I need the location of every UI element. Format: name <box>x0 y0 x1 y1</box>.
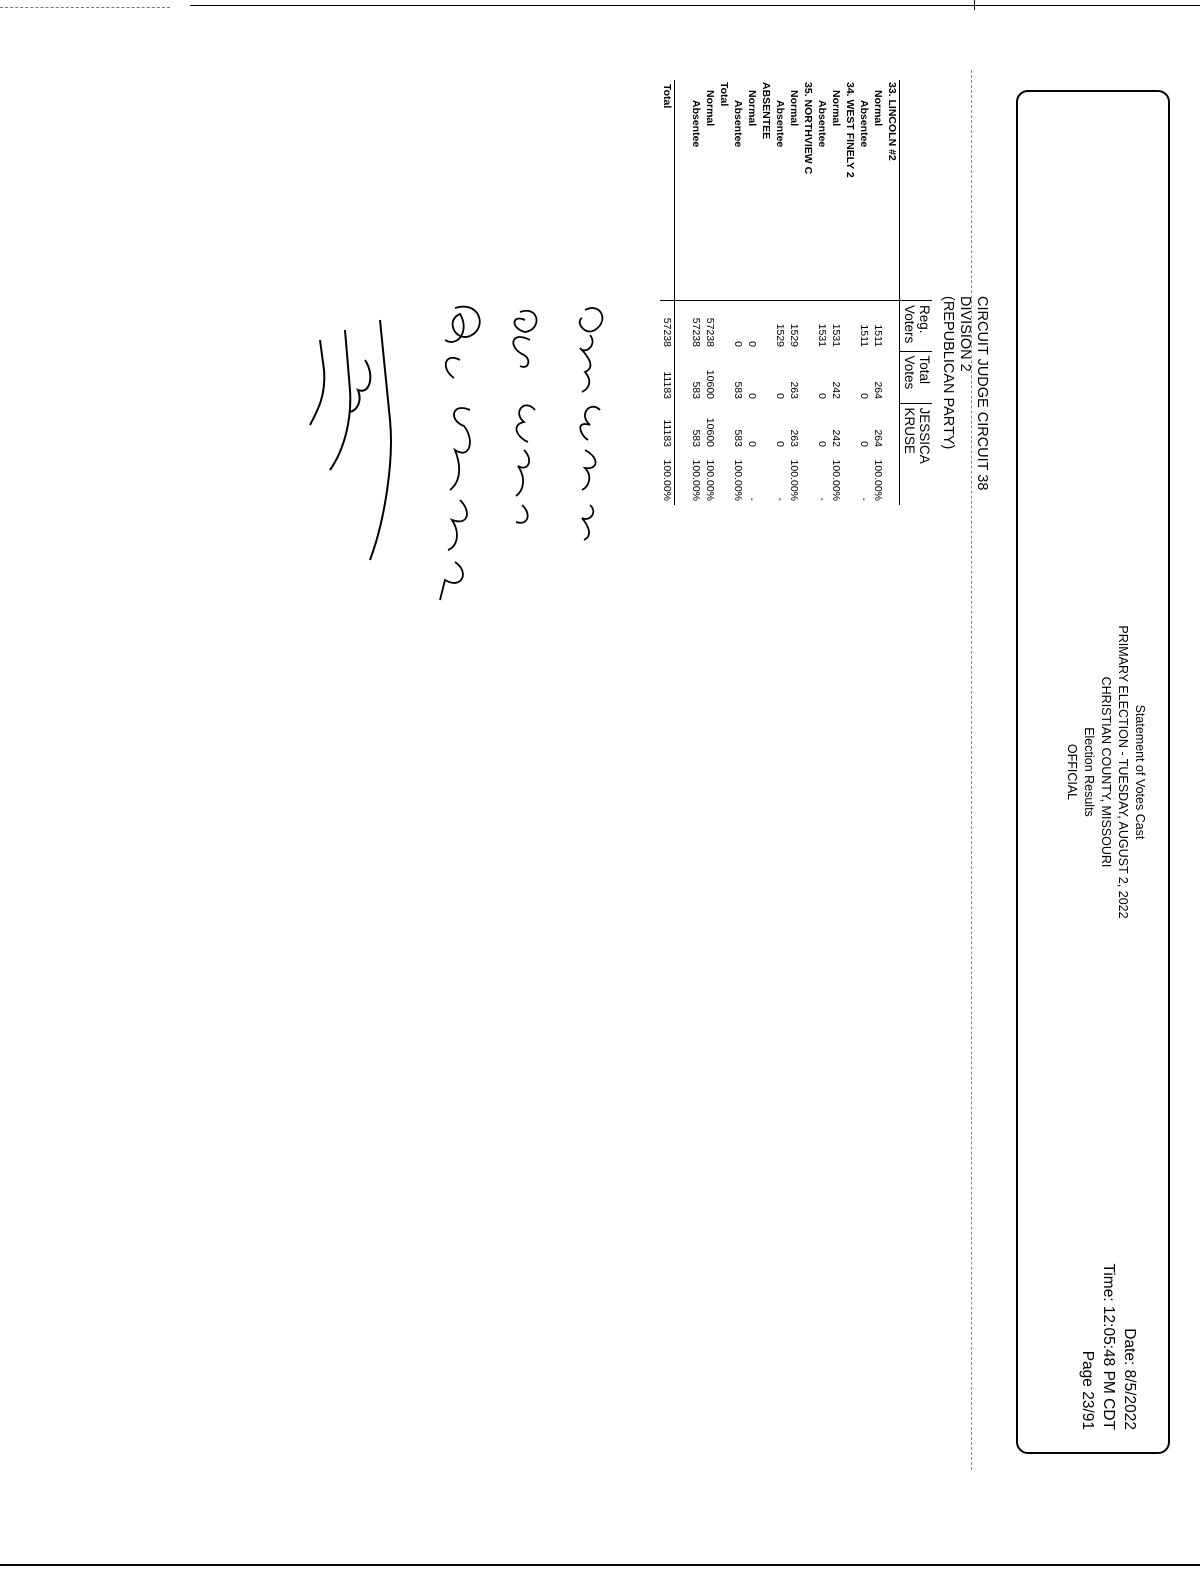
row-label: Absentee <box>690 100 702 148</box>
table-row <box>759 80 773 505</box>
candidate-percent-cell: 100.00% <box>690 459 702 501</box>
candidate-percent-cell: 100.00% <box>732 459 744 501</box>
signature-3 <box>440 307 480 600</box>
reg-voters-cell: 57238 <box>689 301 703 352</box>
total-candidate-votes: 11183 <box>660 403 675 451</box>
total-votes-cell: 583 <box>690 381 702 399</box>
spacer-cell <box>675 80 690 301</box>
row-label: Absentee <box>816 100 828 148</box>
candidate-percent-cell <box>717 451 731 505</box>
table-row <box>703 80 717 505</box>
header-meta <box>1077 1263 1140 1430</box>
candidate-votes-cell: 242 <box>830 429 842 447</box>
total-votes-cell: 263 <box>788 381 800 399</box>
table-row <box>801 80 815 505</box>
signature-2 <box>513 311 536 523</box>
table-row <box>843 80 857 505</box>
total-header-line-1: Total <box>917 355 932 385</box>
results-table <box>660 80 932 505</box>
report-title: Statement of Votes Cast <box>1133 704 1147 840</box>
candidate-percent-cell: 100.00% <box>830 459 842 501</box>
row-label: 33. LINCOLN #2 <box>886 82 898 161</box>
row-label: Normal <box>746 90 758 127</box>
table-header-row <box>900 80 933 505</box>
results-body <box>660 80 900 505</box>
row-label: Absentee <box>732 100 744 148</box>
label-header <box>900 80 933 301</box>
total-votes-cell: 583 <box>732 381 744 399</box>
spacer-cell <box>675 451 690 505</box>
race-line-3: (REPUBLICAN PARTY) <box>940 296 956 450</box>
spacer-cell <box>675 301 690 352</box>
candidate-percent-cell <box>759 451 773 505</box>
table-row <box>689 80 703 505</box>
spacer-cell <box>675 403 690 451</box>
total-row <box>660 80 675 505</box>
race-title <box>939 296 990 490</box>
table-row <box>787 80 801 505</box>
table-row <box>815 80 829 505</box>
total-label: Total <box>660 80 675 301</box>
candidate-percent-cell <box>885 451 900 505</box>
total-votes-cell: 10600 <box>704 369 716 399</box>
candidate-percent-cell: - <box>816 497 828 501</box>
results-label: Election Results <box>1082 727 1096 817</box>
candidate-votes-cell <box>885 403 900 451</box>
candidate-percent-cell: 100.00% <box>788 459 800 501</box>
candidate-percent-cell <box>843 451 857 505</box>
total-votes-cell: 0 <box>746 393 758 399</box>
header-titles <box>1063 92 1148 1452</box>
row-label: Absentee <box>858 100 870 148</box>
reg-voters-cell: 1511 <box>857 301 871 352</box>
total-votes-cell <box>885 351 900 403</box>
table-row <box>871 80 885 505</box>
candidate-votes-cell: 583 <box>732 429 744 447</box>
candidate-votes-cell: 0 <box>774 441 786 447</box>
row-label: Normal <box>872 90 884 127</box>
row-label: 35. NORTHVIEW C <box>802 82 814 175</box>
total-total-votes: 11183 <box>660 351 675 403</box>
total-votes-header <box>900 351 933 403</box>
candidate-votes-cell: 10600 <box>704 417 716 447</box>
reg-voters-cell <box>885 301 900 352</box>
total-votes-cell <box>801 351 815 403</box>
reg-voters-cell: 1529 <box>787 301 801 352</box>
row-label: Total <box>718 82 730 107</box>
reg-voters-cell <box>759 301 773 352</box>
signature-4 <box>310 320 391 560</box>
candidate-last-name: KRUSE <box>902 407 917 455</box>
row-label: 34. WEST FINELY 2 <box>844 82 856 178</box>
total-votes-cell: 0 <box>816 393 828 399</box>
reg-voters-cell <box>843 301 857 352</box>
total-header-line-2: Votes <box>902 355 917 390</box>
candidate-votes-cell: 263 <box>788 429 800 447</box>
candidate-votes-cell: 264 <box>872 429 884 447</box>
total-votes-cell <box>717 351 731 403</box>
report-time: Time: 12:05:48 PM CDT <box>1100 1263 1117 1430</box>
candidate-header <box>900 403 933 505</box>
dashed-separator <box>971 70 972 1470</box>
table-row <box>857 80 871 505</box>
table-row <box>773 80 787 505</box>
candidate-votes-cell: 583 <box>690 429 702 447</box>
race-line-2: DIVISION 2 <box>957 296 973 372</box>
candidate-percent-cell <box>801 451 815 505</box>
total-votes-cell: 0 <box>858 393 870 399</box>
reg-voters-cell: 0 <box>731 301 745 352</box>
reg-voters-cell: 1531 <box>829 301 843 352</box>
row-label: Normal <box>788 90 800 127</box>
table-row <box>885 80 900 505</box>
reg-voters-cell: 1511 <box>871 301 885 352</box>
total-reg-voters: 57238 <box>660 301 675 352</box>
race-line-1: CIRCUIT JUDGE CIRCUIT 38 <box>974 296 990 491</box>
candidate-percent-cell: - <box>746 497 758 501</box>
table-row <box>745 80 759 505</box>
candidate-percent-cell: 100.00% <box>872 459 884 501</box>
total-votes-cell <box>759 351 773 403</box>
page-number: Page 23/91 <box>1079 1350 1096 1430</box>
official-label: OFFICIAL <box>1065 743 1079 801</box>
reg-voters-cell: 1529 <box>773 301 787 352</box>
reg-header-line-1: Reg. <box>917 305 932 334</box>
candidate-votes-cell: 0 <box>858 441 870 447</box>
row-label: Normal <box>704 90 716 127</box>
total-votes-cell: 264 <box>872 381 884 399</box>
candidate-votes-cell <box>843 403 857 451</box>
candidate-percent-cell: - <box>858 497 870 501</box>
candidate-votes-cell <box>717 403 731 451</box>
total-votes-cell: 0 <box>774 393 786 399</box>
candidate-votes-cell: 0 <box>816 441 828 447</box>
row-label: ABSENTEE <box>760 82 772 140</box>
table-row <box>829 80 843 505</box>
candidate-first-name: JESSICA <box>917 407 932 464</box>
row-label: Normal <box>830 90 842 127</box>
total-votes-cell: 242 <box>830 381 842 399</box>
reg-voters-cell: 57238 <box>703 301 717 352</box>
spacer-row <box>675 80 690 505</box>
candidate-percent-cell: 100.00% <box>704 459 716 501</box>
total-candidate-percent: 100.00% <box>660 451 675 505</box>
candidate-votes-cell <box>801 403 815 451</box>
reg-voters-cell <box>801 301 815 352</box>
signatures <box>290 300 620 660</box>
candidate-votes-cell <box>759 403 773 451</box>
table-row <box>717 80 731 505</box>
candidate-percent-cell: - <box>774 497 786 501</box>
signature-1 <box>580 308 603 540</box>
election-name: PRIMARY ELECTION - TUESDAY, AUGUST 2, 2022 <box>1116 625 1130 919</box>
bottom-rule <box>0 1564 1200 1566</box>
table-row <box>731 80 745 505</box>
report-date: Date: 8/5/2022 <box>1121 1328 1138 1430</box>
report-header <box>1016 90 1170 1454</box>
reg-voters-cell <box>717 301 731 352</box>
reg-voters-cell: 1531 <box>815 301 829 352</box>
reg-voters-cell: 0 <box>745 301 759 352</box>
reg-header-line-2: Voters <box>902 305 917 344</box>
candidate-votes-cell: 0 <box>746 441 758 447</box>
total-votes-cell <box>843 351 857 403</box>
reg-voters-header <box>900 301 933 352</box>
row-label: Absentee <box>774 100 786 148</box>
spacer-cell <box>675 351 690 403</box>
county-name: CHRISTIAN COUNTY, MISSOURI <box>1099 676 1113 868</box>
